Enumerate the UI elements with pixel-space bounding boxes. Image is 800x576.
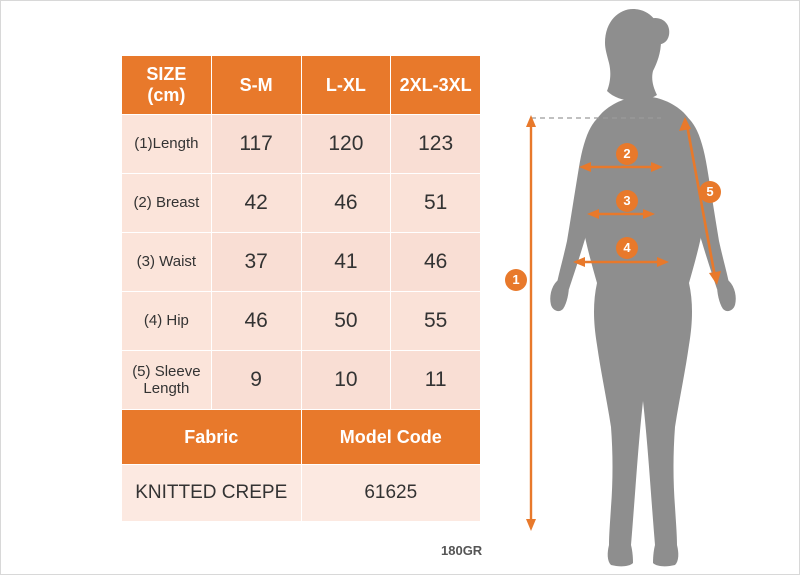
column-header-2xl-3xl: 2XL-3XL xyxy=(391,56,481,115)
fabric-header: Fabric xyxy=(122,410,302,465)
size-unit-header xyxy=(122,56,212,115)
length-arrow-head-top xyxy=(526,115,536,127)
cell-waist-s-m: 37 xyxy=(211,233,301,292)
table-row xyxy=(122,233,481,292)
length-arrow-head-bottom xyxy=(526,519,536,531)
cell-sleeve-s-m: 9 xyxy=(211,351,301,410)
column-header-s-m: S-M xyxy=(211,56,301,115)
table-header-row xyxy=(122,56,481,115)
cell-length-l-xl: 120 xyxy=(301,115,391,174)
cell-length-2xl-3xl: 123 xyxy=(391,115,481,174)
row-label-sleeve-length: (5) Sleeve Length xyxy=(122,351,212,410)
model-code-header: Model Code xyxy=(301,410,481,465)
cell-length-s-m: 117 xyxy=(211,115,301,174)
size-header-label: SIZE xyxy=(146,64,187,85)
row-label-waist: (3) Waist xyxy=(122,233,212,292)
cell-waist-l-xl: 41 xyxy=(301,233,391,292)
row-label-breast: (2) Breast xyxy=(122,174,212,233)
column-header-l-xl: L-XL xyxy=(301,56,391,115)
marker-3-waist: 3 xyxy=(616,190,638,212)
marker-2-breast: 2 xyxy=(616,143,638,165)
marker-5-sleeve-length: 5 xyxy=(699,181,721,203)
cell-waist-2xl-3xl: 46 xyxy=(391,233,481,292)
cell-breast-s-m: 42 xyxy=(211,174,301,233)
table-footer-header-row xyxy=(122,410,481,465)
cell-breast-l-xl: 46 xyxy=(301,174,391,233)
model-code-value: 61625 xyxy=(301,465,481,522)
table-footer-value-row xyxy=(122,465,481,522)
cell-hip-s-m: 46 xyxy=(211,292,301,351)
cell-hip-l-xl: 50 xyxy=(301,292,391,351)
size-chart-table xyxy=(121,55,481,522)
marker-1-length: 1 xyxy=(505,269,527,291)
marker-4-hip: 4 xyxy=(616,237,638,259)
row-label-hip: (4) Hip xyxy=(122,292,212,351)
measurement-figure-panel xyxy=(501,1,800,576)
table-row xyxy=(122,174,481,233)
fabric-weight-note: 180GR xyxy=(441,543,483,558)
cell-breast-2xl-3xl: 51 xyxy=(391,174,481,233)
table-row xyxy=(122,115,481,174)
fabric-value: KNITTED CREPE xyxy=(122,465,302,522)
female-body-silhouette xyxy=(501,1,800,576)
table-row xyxy=(122,351,481,410)
row-label-length: (1)Length xyxy=(122,115,212,174)
cell-sleeve-l-xl: 10 xyxy=(301,351,391,410)
cell-hip-2xl-3xl: 55 xyxy=(391,292,481,351)
table-row xyxy=(122,292,481,351)
size-header-unit: (cm) xyxy=(147,85,186,105)
cell-sleeve-2xl-3xl: 11 xyxy=(391,351,481,410)
